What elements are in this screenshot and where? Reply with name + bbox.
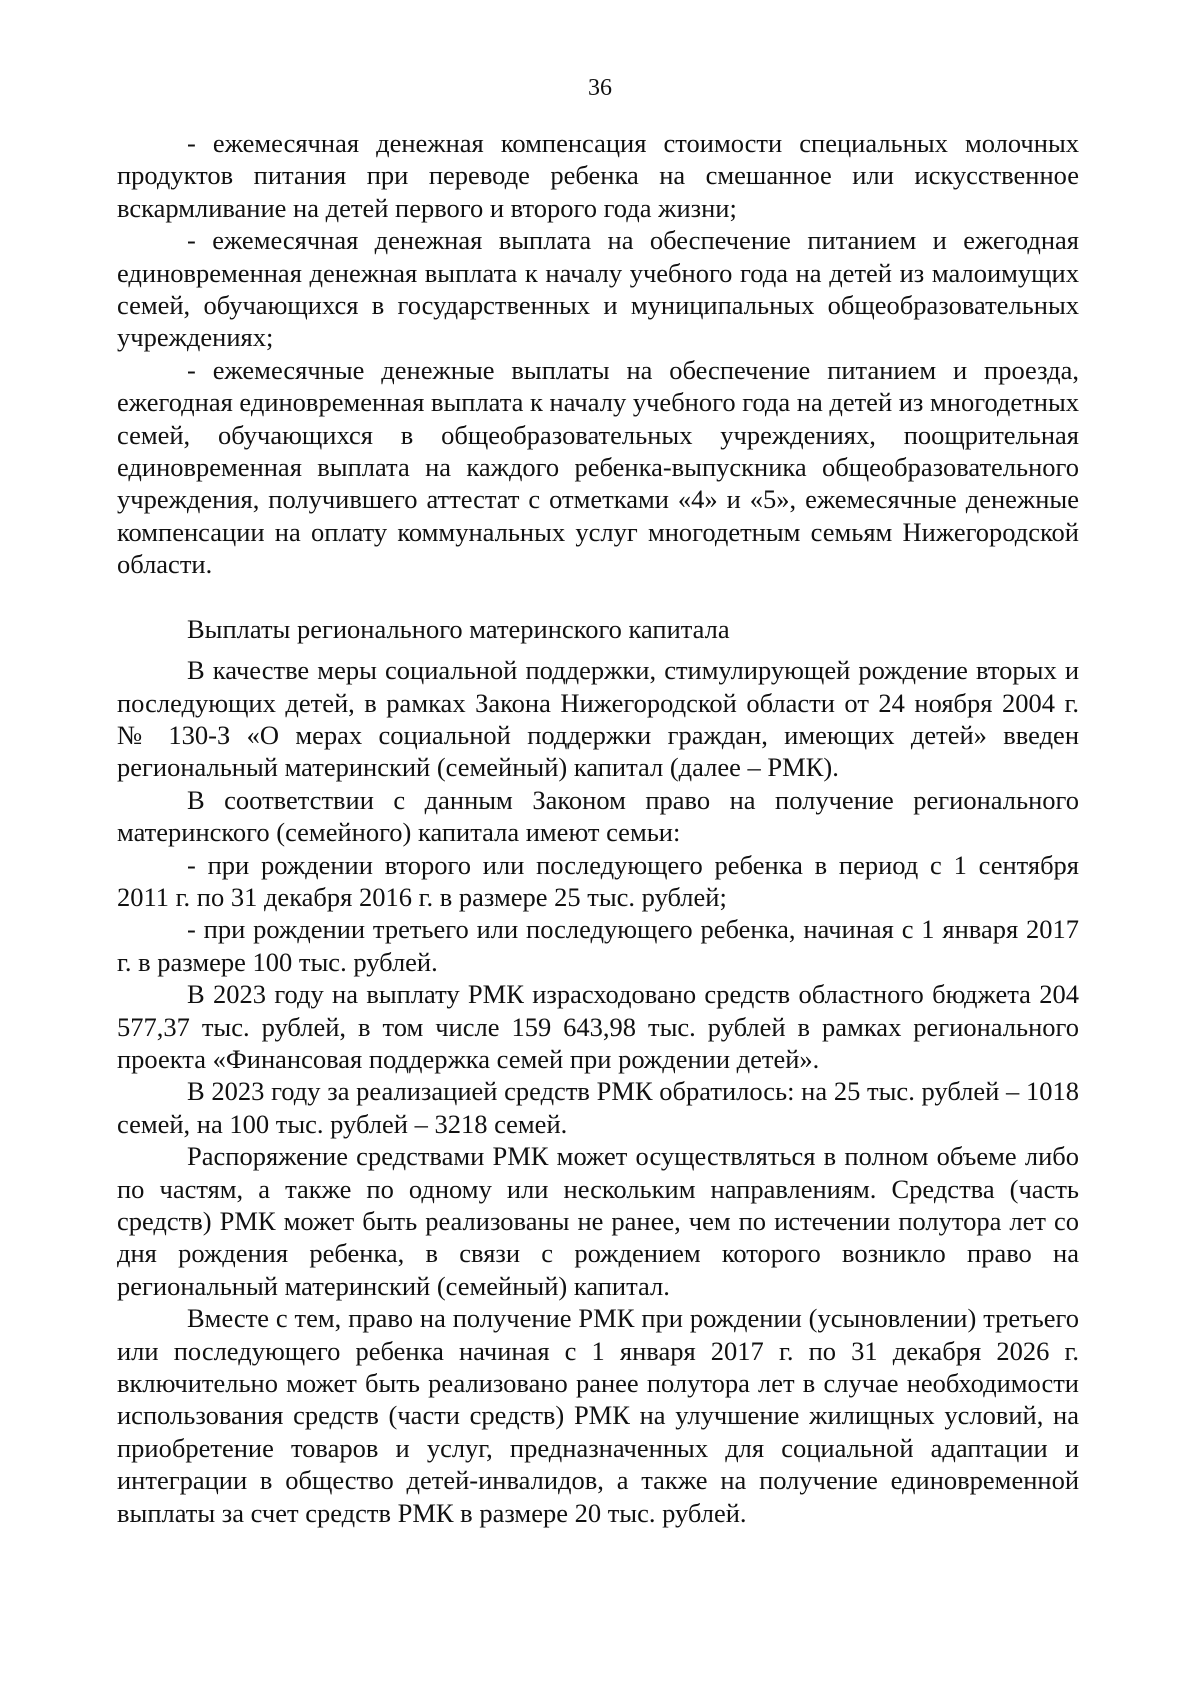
section-heading: Выплаты регионального материнского капитала [187,613,730,644]
paragraph-second-child: - при рождении второго или последующего ребенка в период с 1 сентября 2011 г. по 31 декабря 2016 г. в размере 25 тыс. рублей; [117,849,1079,912]
paragraph-budget-2023: В 2023 году на выплату РМК израсходовано средств областного бюджета 204 577,37 тыс. рублей, в том числе 159 643,98 тыс. рублей в рамках регионального проекта «Финансовая поддержка семей при рождении детей». [117,979,1079,1074]
paragraph-milk-compensation: - ежемесячная денежная компенсация стоимости специальных молочных продуктов питания при переводе ребенка на смешанное или искусственное вскармливание на детей первого и второго года жизни; [117,128,1079,223]
paragraph-applications-2023: В 2023 году за реализацией средств РМК обратилось: на 25 тыс. рублей – 1018 семей, на 100 тыс. рублей – 3218 семей. [117,1076,1079,1139]
paragraph-use-of-funds: Распоряжение средствами РМК может осуществляться в полном объеме либо по частям, а также по одному или нескольким направлениям. Средства (часть средств) РМК может быть реализованы не ранее, чем по истечении полутора лет со дня рождения ребенка, в связи с рождением которого возникло право на региональный материнский (семейный) капитал. [117,1141,1079,1301]
paragraph-rmk-eligibility: В соответствии с данным Законом право на получение регионального материнского (семейного) капитала имеют семьи: [117,784,1079,848]
paragraph-early-use: Вместе с тем, право на получение РМК при рождении (усыновлении) третьего или последующего ребенка начиная с 1 января 2017 г. по 31 декабря 2026 г. включительно может быть реализовано ранее полутора лет в случае необходимости использования средств (части средств) РМК на улучшение жилищных условий, на приобретение товаров и услуг, предназначенных для социальной адаптации и интеграции в общество детей-инвалидов, а также на получение единовременной выплаты за счет средств РМК в размере 20 тыс. рублей. [117,1303,1079,1528]
paragraph-low-income-payments: - ежемесячная денежная выплата на обеспечение питанием и ежегодная единовременная денежная выплата к началу учебного года на детей из малоимущих семей, обучающихся в государственных и муниципальных общеобразовательных учреждениях; [117,225,1079,353]
paragraph-large-family-payments: - ежемесячные денежные выплаты на обеспечение питанием и проезда, ежегодная единовременная выплата к началу учебного года на детей из многодетных семей, обучающихся в общеобразовательных учреждениях, поощрительная единовременная выплата на каждого ребенка-выпускника общеобразовательного учреждения, получившего аттестат с отметками «4» и «5», ежемесячные денежные компенсации на оплату коммунальных услуг многодетным семьям Нижегородской области. [117,354,1079,580]
document-body [117,127,1079,1529]
paragraph-third-child: - при рождении третьего или последующего ребенка, начиная с 1 января 2017 г. в размере 100 тыс. рублей. [117,914,1079,977]
page-number: 36 [588,75,612,101]
paragraph-rmk-introduction: В качестве меры социальной поддержки, стимулирующей рождение вторых и последующих детей, в рамках Закона Нижегородской области от 24 ноября 2004 г. № 130-З «О мерах социальной поддержки граждан, имеющих детей» введен региональный материнский (семейный) капитал (далее – РМК). [117,655,1079,783]
